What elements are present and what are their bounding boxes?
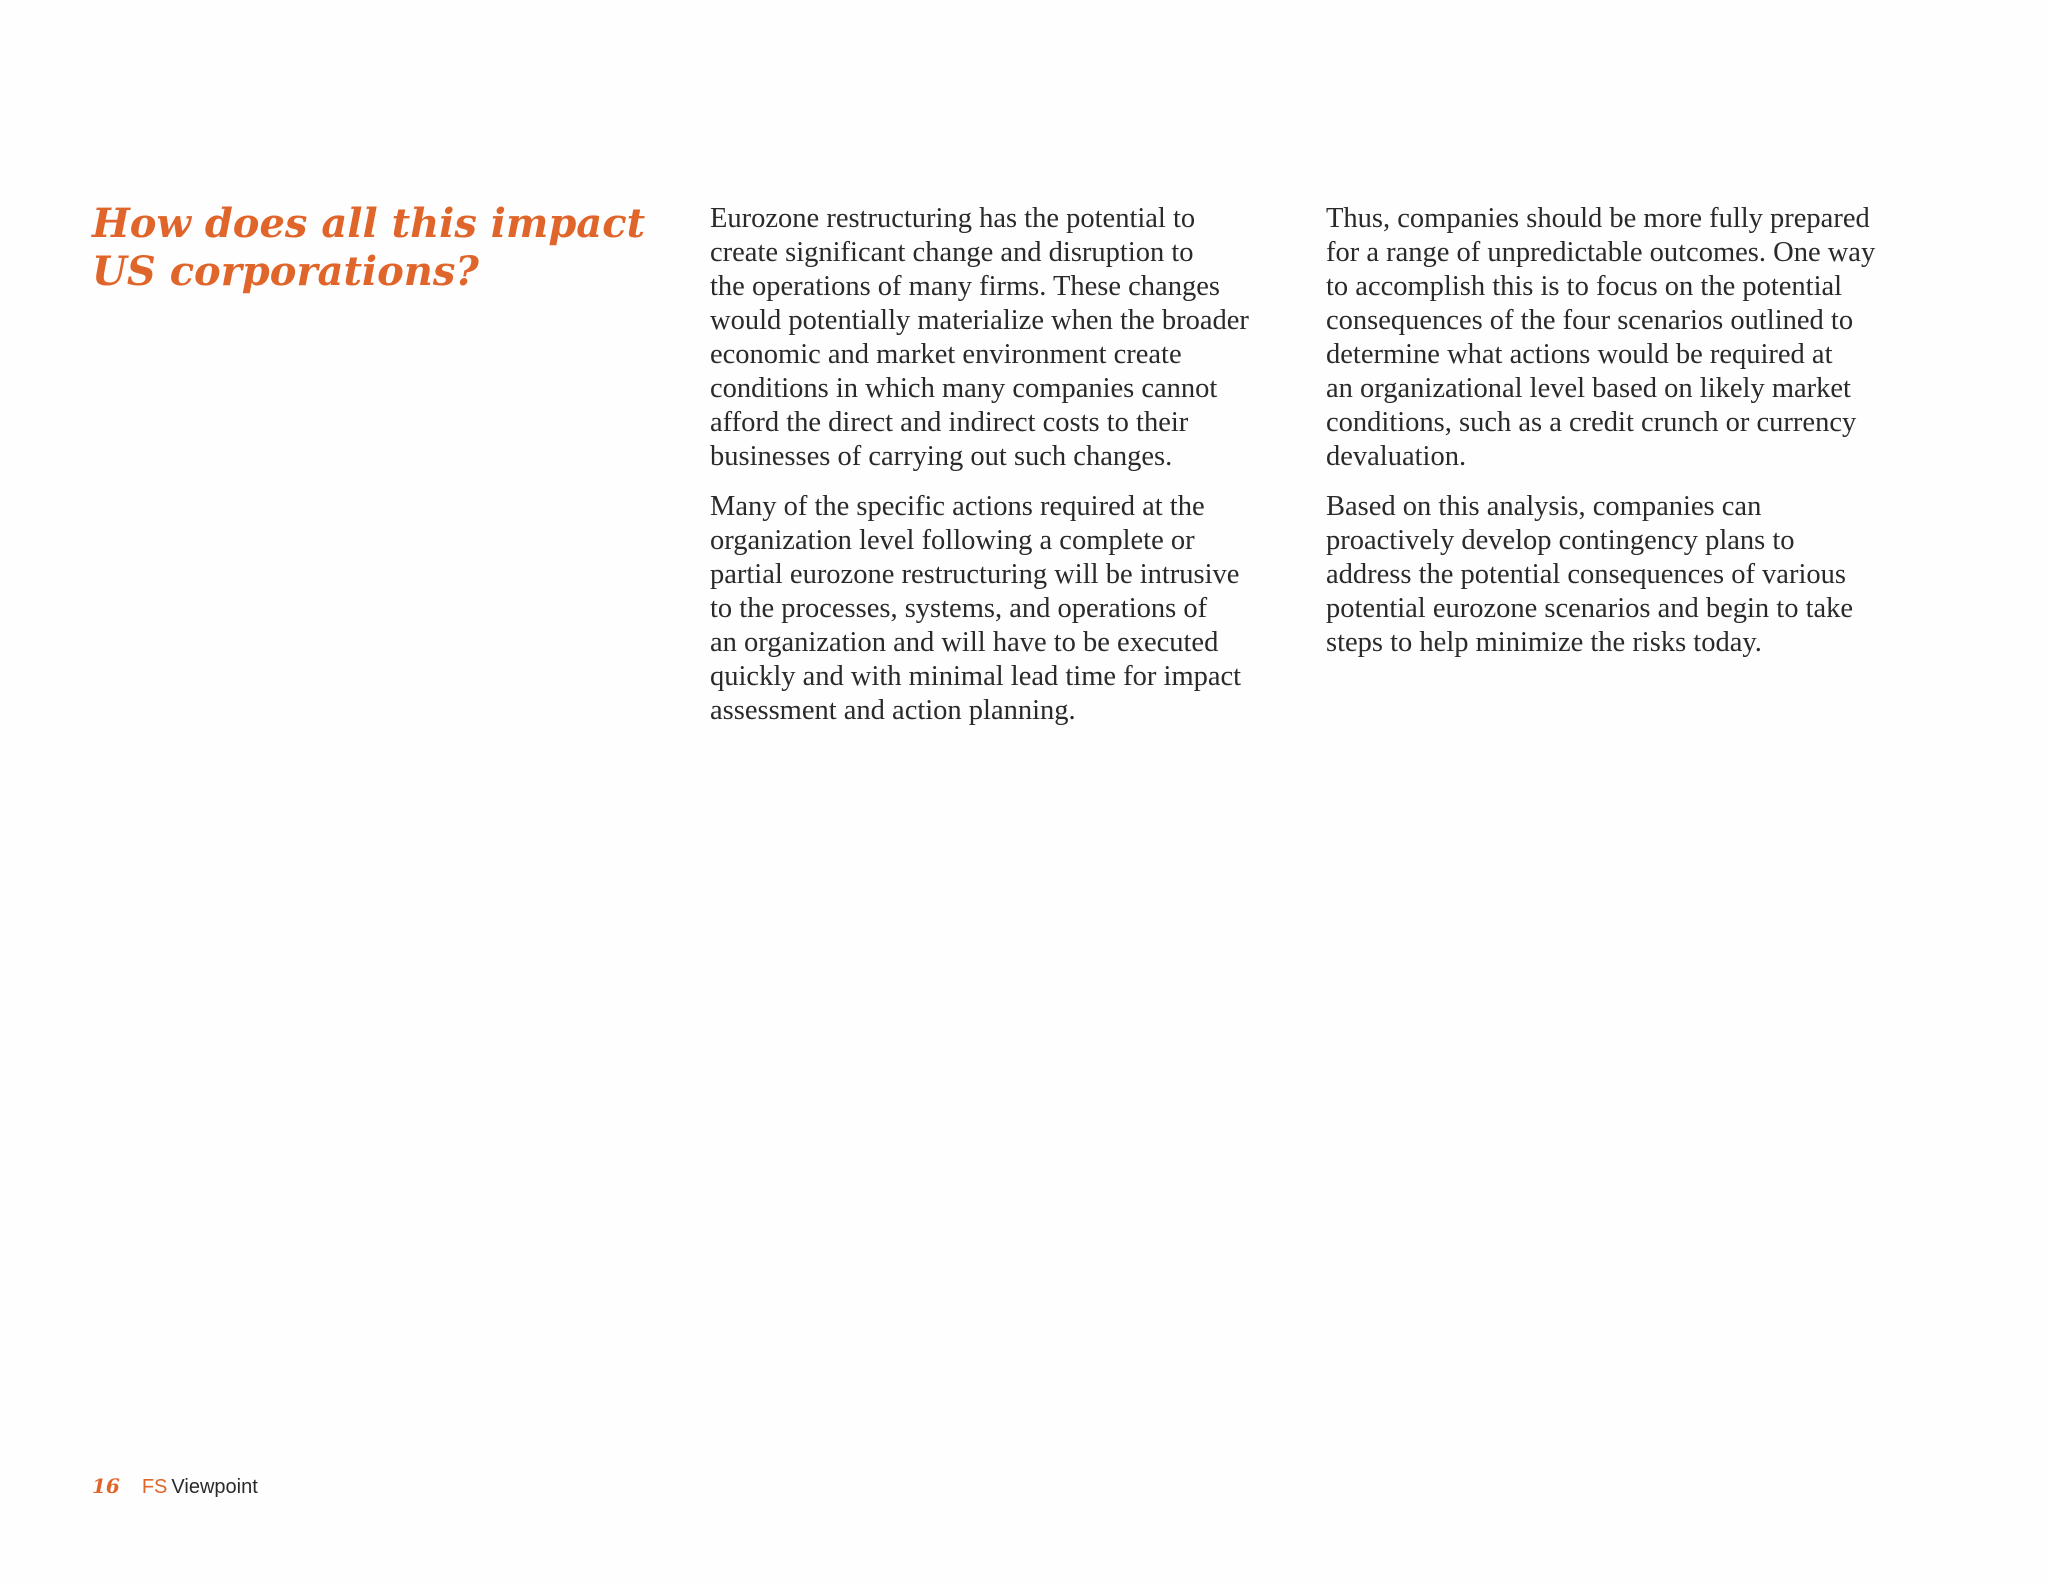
text-line: devaluation. xyxy=(1326,441,1467,472)
text-column-1 xyxy=(710,202,1310,744)
heading-line-2: US corporations? xyxy=(92,248,479,295)
text-line: the operations of many firms. These changes xyxy=(710,271,1220,302)
text-line: potential eurozone scenarios and begin to take xyxy=(1326,593,1854,624)
text-line: Eurozone restructuring has the potential to xyxy=(710,203,1196,234)
heading-line-1: How does all this impact xyxy=(92,200,646,247)
text-line: for a range of unpredictable outcomes. One way xyxy=(1326,237,1876,268)
text-line: organization level following a complete or xyxy=(710,525,1195,556)
text-line: conditions, such as a credit crunch or currency xyxy=(1326,407,1857,438)
text-line: steps to help minimize the risks today. xyxy=(1326,627,1762,658)
text-column-2 xyxy=(1326,202,1938,676)
paragraph xyxy=(710,490,1310,728)
text-line: proactively develop contingency plans to xyxy=(1326,525,1795,556)
text-line: an organization and will have to be executed xyxy=(710,627,1219,658)
text-line: an organizational level based on likely market xyxy=(1326,373,1851,404)
section-heading xyxy=(92,200,652,296)
publication-brand-name: Viewpoint xyxy=(171,1476,258,1498)
text-line: consequences of the four scenarios outlined to xyxy=(1326,305,1854,336)
text-line: to the processes, systems, and operations of xyxy=(710,593,1208,624)
text-line: determine what actions would be required at xyxy=(1326,339,1833,370)
page-footer xyxy=(92,1474,258,1499)
text-line: quickly and with minimal lead time for impact xyxy=(710,661,1242,692)
text-line: conditions in which many companies cannot xyxy=(710,373,1218,404)
text-line: to accomplish this is to focus on the potential xyxy=(1326,271,1843,302)
text-line: Based on this analysis, companies can xyxy=(1326,491,1762,522)
paragraph xyxy=(1326,490,1938,660)
text-line: businesses of carrying out such changes. xyxy=(710,441,1173,472)
text-line: afford the direct and indirect costs to their xyxy=(710,407,1189,438)
text-line: address the potential consequences of various xyxy=(1326,559,1846,590)
text-line: assessment and action planning. xyxy=(710,695,1076,726)
publication-brand-fs: FS xyxy=(141,1476,168,1498)
paragraph xyxy=(710,202,1310,474)
paragraph xyxy=(1326,202,1938,474)
page-number: 16 xyxy=(92,1474,120,1498)
text-line: would potentially materialize when the broader xyxy=(710,305,1249,336)
text-line: Thus, companies should be more fully prepared xyxy=(1326,203,1870,234)
text-line: Many of the specific actions required at the xyxy=(710,491,1205,522)
text-line: economic and market environment create xyxy=(710,339,1182,370)
text-line: create significant change and disruption to xyxy=(710,237,1194,268)
text-line: partial eurozone restructuring will be intrusive xyxy=(710,559,1240,590)
